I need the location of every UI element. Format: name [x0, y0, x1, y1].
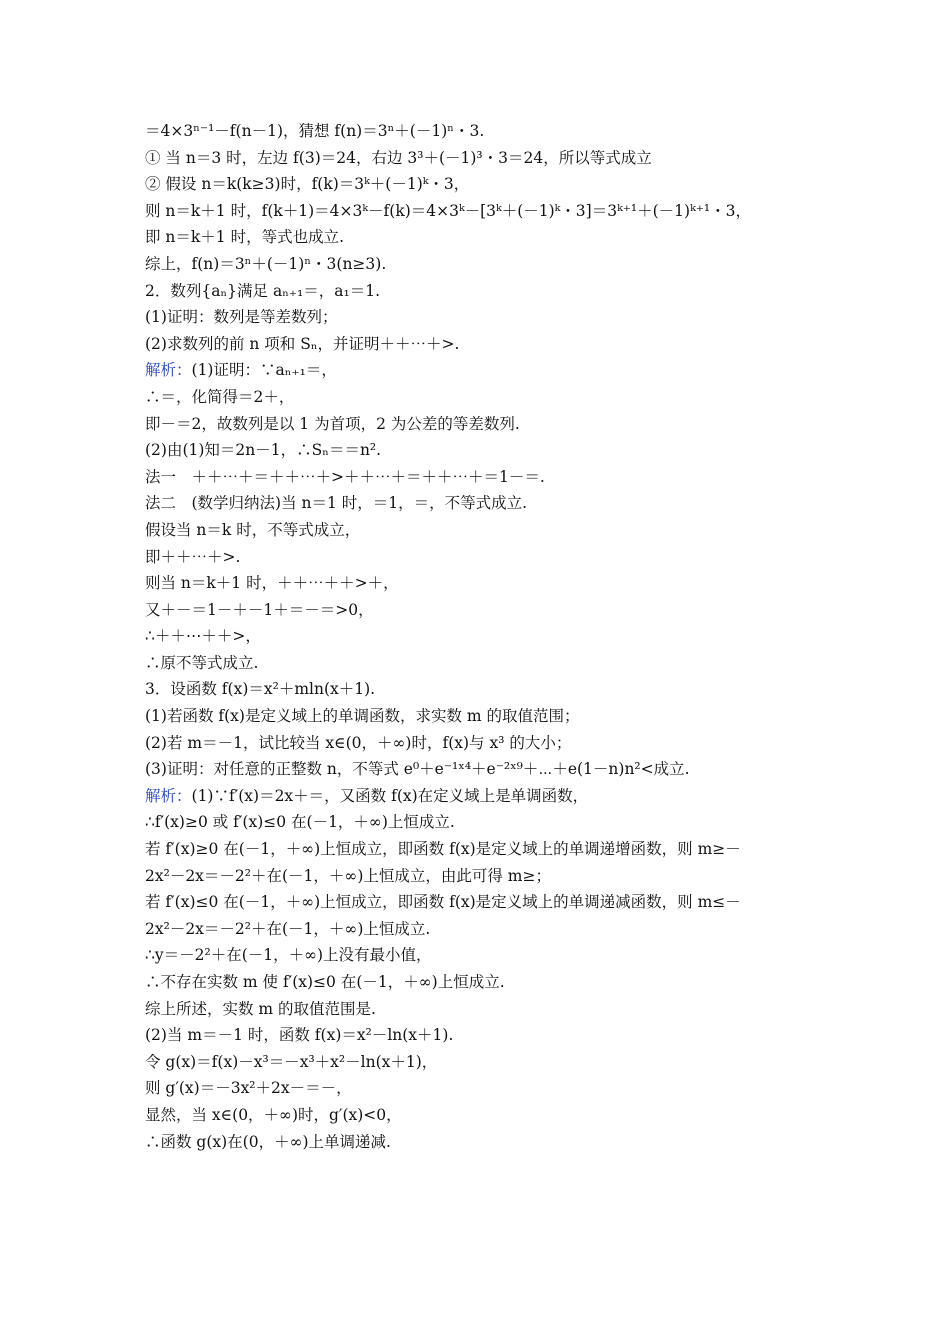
text-line: [145, 224, 835, 251]
line-text: 综上，f(n)＝3ⁿ＋(－1)ⁿ・3(n≥3).: [145, 254, 387, 273]
line-text: 若 f′(x)≤0 在(－1，＋∞)上恒成立，即函数 f(x)是定义域上的单调递减函数，则 m≤－: [145, 893, 741, 912]
text-line: [145, 942, 835, 969]
line-text: ∴＝，化简得＝2＋，: [145, 387, 295, 406]
text-line: [145, 145, 835, 172]
text-line: [145, 118, 835, 145]
answer-label: 解析：: [145, 361, 192, 380]
text-line: [145, 278, 835, 305]
line-text: 2x²－2x＝－2²＋在(－1，＋∞)上恒成立，由此可得 m≥；: [145, 866, 551, 885]
text-line: [145, 464, 835, 491]
line-text: ∴不存在实数 m 使 f′(x)≤0 在(－1，＋∞)上恒成立.: [145, 973, 505, 991]
line-text: 若 f′(x)≥0 在(－1，＋∞)上恒成立，即函数 f(x)是定义域上的单调递增函数，则 m≥－: [145, 840, 741, 859]
line-text: (1)证明：∵aₙ₊₁＝，: [191, 361, 337, 380]
text-line: [145, 783, 835, 810]
text-line: [145, 251, 835, 278]
text-line: [145, 623, 835, 650]
text-line: [145, 703, 835, 730]
text-line: [145, 517, 835, 544]
text-line: [145, 676, 835, 703]
text-line: [145, 996, 835, 1023]
line-text: (2)当 m＝－1 时，函数 f(x)＝x²－ln(x＋1).: [145, 1026, 454, 1045]
line-text: 假设当 n＝k 时，不等式成立，: [145, 520, 361, 539]
text-line: [145, 198, 835, 225]
line-text: 法一 ＋＋⋯＋＝＋＋⋯＋>＋＋⋯＋＝＋＋⋯＋＝1－＝.: [145, 467, 545, 486]
text-line: [145, 1022, 835, 1049]
line-text: ＝4×3ⁿ⁻¹－f(n－1)，猜想 f(n)＝3ⁿ＋(－1)ⁿ・3.: [145, 122, 485, 140]
line-text: (1)若函数 f(x)是定义域上的单调函数，求实数 m 的取值范围；: [145, 707, 580, 726]
line-text: 法二 (数学归纳法)当 n＝1 时，＝1，＝，不等式成立.: [145, 494, 528, 513]
line-text: (2)求数列的前 n 项和 Sₙ，并证明＋＋⋯＋>.: [145, 334, 460, 353]
line-text: 2．数列{aₙ}满足 aₙ₊₁＝，a₁＝1.: [145, 281, 381, 300]
text-line: [145, 570, 835, 597]
solution-text: [145, 118, 835, 1155]
text-line: [145, 490, 835, 517]
text-line: [145, 437, 835, 464]
text-line: [145, 1129, 835, 1156]
line-text: (1)证明：数列是等差数列；: [145, 308, 338, 327]
line-text: 令 g(x)＝f(x)－x³＝－x³＋x²－ln(x＋1)，: [145, 1052, 438, 1071]
line-text: ∴y＝－2²＋在(－1，＋∞)上没有最小值，: [145, 946, 432, 965]
line-text: 则 g′(x)＝－3x²＋2x－＝－，: [145, 1079, 352, 1098]
text-line: [145, 889, 835, 916]
text-line: [145, 411, 835, 438]
line-text: ∴＋＋⋯＋＋>，: [145, 627, 261, 646]
line-text: 则当 n＝k＋1 时，＋＋⋯＋＋>＋，: [145, 574, 399, 593]
line-text: (2)若 m＝－1，试比较当 x∈(0，＋∞)时，f(x)与 x³ 的大小；: [145, 733, 572, 752]
line-text: ∴原不等式成立.: [145, 653, 259, 672]
text-line: [145, 969, 835, 996]
line-text: (2)由(1)知＝2n－1，∴Sₙ＝＝n².: [145, 441, 382, 460]
text-line: [145, 304, 835, 331]
text-line: [145, 863, 835, 890]
answer-label: 解析：: [145, 786, 192, 805]
line-text: (1)∵f′(x)＝2x＋＝，又函数 f(x)在定义域上是单调函数，: [191, 786, 589, 805]
line-text: 综上所述，实数 m 的取值范围是.: [145, 999, 376, 1018]
line-text: 2x²－2x＝－2²＋在(－1，＋∞)上恒成立.: [145, 919, 431, 938]
text-line: [145, 1102, 835, 1129]
text-line: [145, 809, 835, 836]
text-line: [145, 1049, 835, 1076]
text-line: [145, 357, 835, 384]
line-text: ∴函数 g(x)在(0，＋∞)上单调递减.: [145, 1132, 391, 1151]
line-text: 即＋＋⋯＋>.: [145, 547, 241, 566]
text-line: [145, 756, 835, 783]
line-text: 则 n＝k＋1 时，f(k＋1)＝4×3ᵏ－f(k)＝4×3ᵏ－[3ᵏ＋(－1)ᵏ・3]＝3ᵏ⁺¹＋(－1)ᵏ⁺¹・3，: [145, 201, 751, 220]
text-line: [145, 331, 835, 358]
line-text: ② 假设 n＝k(k≥3)时，f(k)＝3ᵏ＋(－1)ᵏ・3，: [145, 175, 470, 194]
text-line: [145, 1075, 835, 1102]
text-line: [145, 650, 835, 677]
line-text: (3)证明：对任意的正整数 n，不等式 e⁰＋e⁻¹ˣ⁴＋e⁻²ˣ⁹＋⋯＋e(1－n)n²<成立.: [145, 760, 690, 779]
text-line: [145, 171, 835, 198]
line-text: 即－＝2，故数列是以 1 为首项，2 为公差的等差数列.: [145, 414, 520, 433]
line-text: 显然，当 x∈(0，＋∞)时，g′(x)<0，: [145, 1105, 402, 1124]
line-text: ① 当 n＝3 时，左边 f(3)＝24，右边 3³＋(－1)³・3＝24，所以等式成立: [145, 148, 652, 167]
line-text: 又＋－＝1－＋－1＋＝－＝>0，: [145, 600, 374, 619]
text-line: [145, 384, 835, 411]
line-text: ∴f′(x)≥0 或 f′(x)≤0 在(－1，＋∞)上恒成立.: [145, 813, 455, 832]
text-line: [145, 916, 835, 943]
line-text: 3．设函数 f(x)＝x²＋mln(x＋1).: [145, 680, 376, 699]
text-line: [145, 597, 835, 624]
line-text: 即 n＝k＋1 时，等式也成立.: [145, 228, 345, 247]
text-line: [145, 836, 835, 863]
text-line: [145, 544, 835, 571]
text-line: [145, 730, 835, 757]
